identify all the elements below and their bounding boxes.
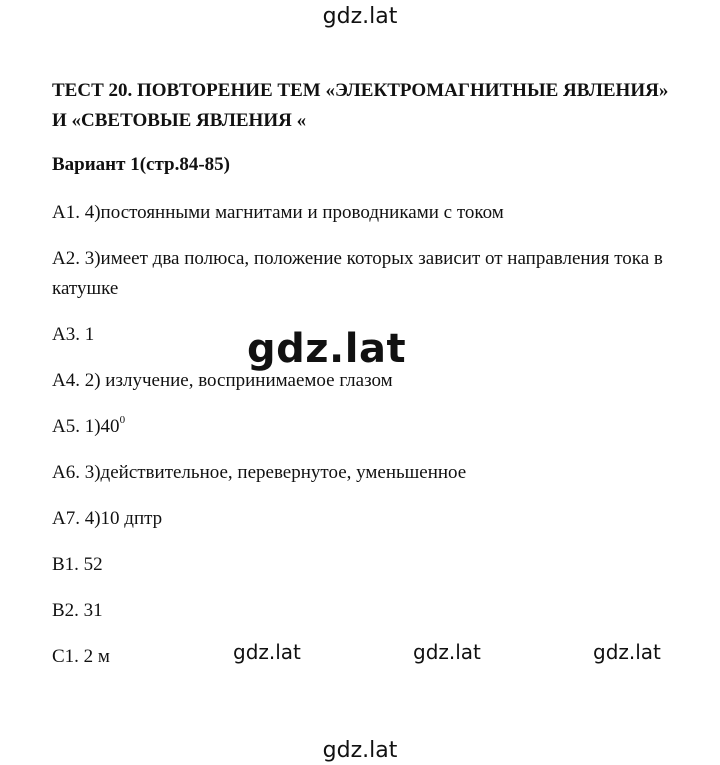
- answer-b1: В1. 52: [52, 554, 103, 575]
- answer-a7: А7. 4)10 дптр: [52, 508, 163, 529]
- answer-a4: А4. 2) излучение, воспринимаемое глазом: [52, 370, 393, 391]
- watermark-row-3: gdz.lat: [593, 640, 661, 664]
- watermark-row-1: gdz.lat: [233, 640, 301, 664]
- answer-a5: [52, 412, 677, 442]
- watermark-bottom: gdz.lat: [322, 738, 398, 763]
- watermark-row-2: gdz.lat: [413, 640, 481, 664]
- watermark-top: gdz.lat: [322, 4, 398, 29]
- watermark-center: gdz.lat: [247, 326, 407, 372]
- answer-a6: А6. 3)действительное, перевернутое, уменьшенное: [52, 462, 467, 483]
- answer-b2: В2. 31: [52, 600, 103, 621]
- answer-a5-text: А5. 1)40: [52, 416, 120, 437]
- variant-heading: Вариант 1(стр.84-85): [52, 154, 231, 175]
- answer-c1: С1. 2 м: [52, 646, 110, 667]
- test-title: ТЕСТ 20. ПОВТОРЕНИЕ ТЕМ «ЭЛЕКТРОМАГНИТНЫЕ ЯВЛЕНИЯ» И «СВЕТОВЫЕ ЯВЛЕНИЯ «: [52, 80, 669, 131]
- answer-a2: А2. 3)имеет два полюса, положение которых зависит от направления тока в катушке: [52, 248, 663, 299]
- answer-a3: А3. 1: [52, 324, 95, 345]
- degree-superscript: 0: [119, 414, 126, 426]
- answer-a1: А1. 4)постоянными магнитами и проводниками с током: [52, 202, 504, 223]
